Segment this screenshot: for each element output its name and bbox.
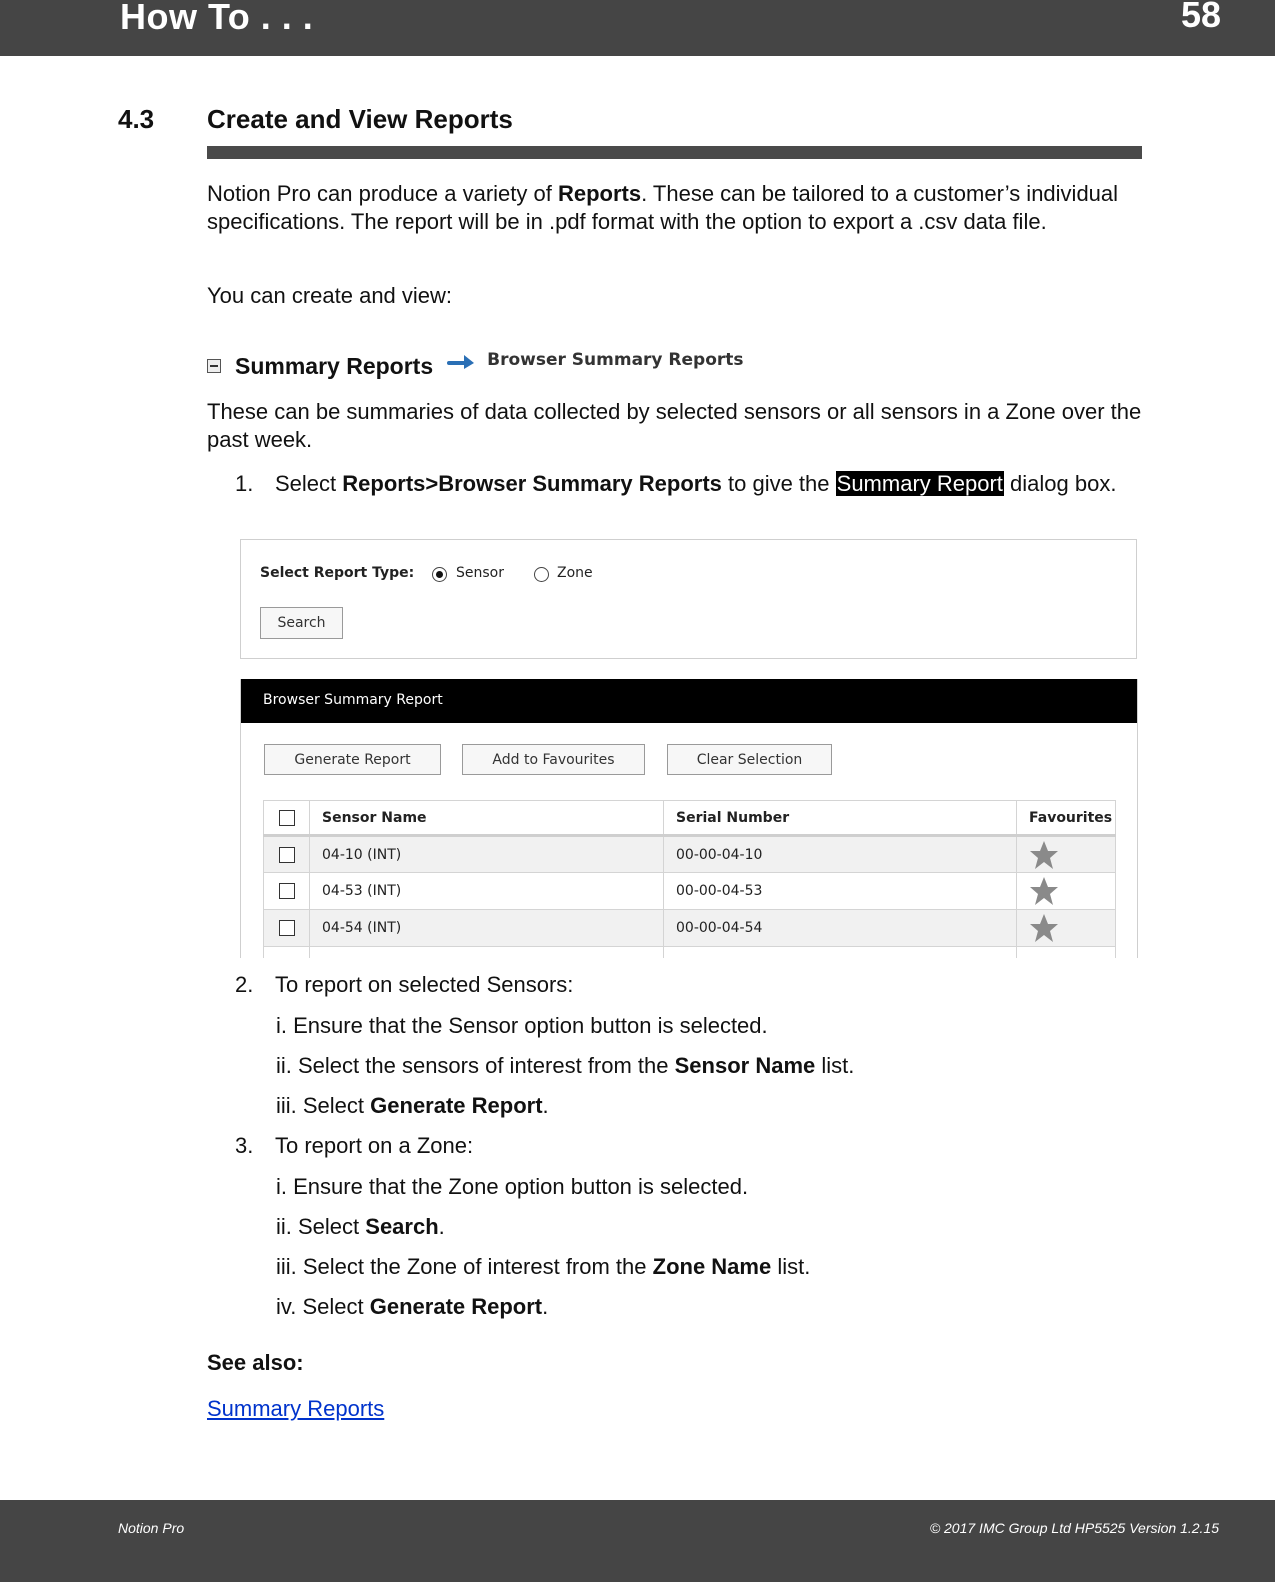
footer-copyright: © 2017 IMC Group Ltd HP5525 Version 1.2.15 xyxy=(929,1520,1219,1536)
clear-selection-button[interactable]: Clear Selection xyxy=(667,744,832,775)
column-header[interactable]: Serial Number xyxy=(664,801,1017,836)
step3-ii-bold: Search xyxy=(365,1214,439,1239)
step-number: 3. xyxy=(235,1133,254,1158)
sensor-name-cell: 04-54 (INT) xyxy=(310,910,664,947)
row-select-cell xyxy=(264,873,310,910)
step3-ii-text-b: . xyxy=(438,1214,445,1239)
serial-number-cell: 00-00-04-53 xyxy=(664,873,1017,910)
star-icon[interactable] xyxy=(1029,840,1059,870)
search-button[interactable]: Search xyxy=(260,607,343,639)
sensor-radio-label: Sensor xyxy=(456,565,504,581)
generate-report-button[interactable]: Generate Report xyxy=(264,744,441,775)
row-checkbox[interactable] xyxy=(279,847,295,863)
step2-sub-iii xyxy=(276,1092,549,1120)
step1-highlight: Summary Report xyxy=(836,471,1003,496)
step2-sub-ii xyxy=(276,1052,854,1080)
report-type-label: Select Report Type: xyxy=(260,565,415,581)
select-all-cell xyxy=(264,801,310,836)
footer-bar xyxy=(0,1500,1275,1582)
serial-number-cell: 00-00-04-10 xyxy=(664,836,1017,873)
step3-iii-bold: Zone Name xyxy=(652,1254,772,1279)
row-checkbox[interactable] xyxy=(279,883,295,899)
step1-bold: Reports>Browser Summary Reports xyxy=(342,471,722,496)
panel-header xyxy=(241,679,1138,723)
sensor-radio[interactable] xyxy=(432,567,447,582)
zone-radio[interactable] xyxy=(534,567,549,582)
step3-iv-text-b: . xyxy=(542,1294,549,1319)
partial-cell xyxy=(664,947,1017,959)
browser-summary-panel xyxy=(240,679,1138,958)
row-checkbox[interactable] xyxy=(279,920,295,936)
add-to-favourites-button[interactable]: Add to Favourites xyxy=(462,744,645,775)
table-row-partial xyxy=(264,947,1116,959)
report-type-panel xyxy=(240,539,1137,659)
row-select-cell xyxy=(264,910,310,947)
step2-ii-text-b: list. xyxy=(815,1053,855,1078)
sensor-name-cell: 04-53 (INT) xyxy=(310,873,664,910)
column-header[interactable]: Favourites xyxy=(1017,801,1116,836)
create-view-paragraph: You can create and view: xyxy=(207,283,453,308)
step3-sub-i: i. Ensure that the Zone option button is selected. xyxy=(276,1174,749,1199)
step3-sub-iii xyxy=(276,1253,810,1281)
intro-text-a: Notion Pro can produce a variety of xyxy=(207,181,558,206)
section-title: Create and View Reports xyxy=(207,104,513,134)
step1-text-a: Select xyxy=(275,471,343,496)
step-body: To report on selected Sensors: xyxy=(275,972,574,997)
favourite-cell xyxy=(1017,910,1116,947)
sensor-name-cell: 04-10 (INT) xyxy=(310,836,664,873)
table-row[interactable] xyxy=(264,910,1116,947)
step-body: To report on a Zone: xyxy=(275,1133,474,1158)
header-bar xyxy=(0,0,1275,56)
step-body xyxy=(275,470,1135,498)
serial-number-cell: 00-00-04-54 xyxy=(664,910,1017,947)
step2-sub-i: i. Ensure that the Sensor option button is selected. xyxy=(276,1013,768,1038)
page-number: 58 xyxy=(1180,0,1221,35)
row-select-cell xyxy=(264,836,310,873)
step3-iii-text-b: list. xyxy=(771,1254,811,1279)
section-number: 4.3 xyxy=(118,104,155,134)
section-rule xyxy=(207,146,1142,159)
summary-reports-label: Summary Reports xyxy=(235,352,434,379)
step1-text-b: to give the xyxy=(721,471,836,496)
sensor-table xyxy=(263,800,1116,958)
summary-reports-heading[interactable] xyxy=(207,346,744,386)
step2-ii-bold: Sensor Name xyxy=(674,1053,816,1078)
step3-iii-text-a: iii. Select the Zone of interest from the xyxy=(276,1254,653,1279)
step3-ii-text-a: ii. Select xyxy=(276,1214,366,1239)
panel-title: Browser Summary Report xyxy=(263,692,443,708)
step3-iv-bold: Generate Report xyxy=(369,1294,543,1319)
table-header-row xyxy=(264,801,1116,836)
collapse-icon[interactable] xyxy=(207,359,221,373)
step1-text-c: dialog box. xyxy=(1003,471,1117,496)
star-icon[interactable] xyxy=(1029,876,1059,906)
step3-iv-text-a: iv. Select xyxy=(276,1294,370,1319)
step2-iii-text-b: . xyxy=(542,1093,549,1118)
summary-description: These can be summaries of data collected by selected sensors or all sensors in a Zone over the past week. xyxy=(207,399,1142,452)
browser-summary-reports-label: Browser Summary Reports xyxy=(487,350,744,370)
table-row[interactable] xyxy=(264,836,1116,873)
table-row[interactable] xyxy=(264,873,1116,910)
intro-paragraph xyxy=(207,180,1142,236)
step2-iii-bold: Generate Report xyxy=(370,1093,543,1118)
step3-sub-iv xyxy=(276,1293,548,1321)
intro-bold: Reports xyxy=(557,181,642,206)
partial-cell xyxy=(1017,947,1116,959)
header-title: How To . . . xyxy=(120,0,314,37)
step2-iii-text-a: iii. Select xyxy=(276,1093,371,1118)
summary-reports-link[interactable]: Summary Reports xyxy=(207,1396,385,1421)
step2-ii-text-a: ii. Select the sensors of interest from the xyxy=(276,1053,675,1078)
partial-cell xyxy=(264,947,310,959)
arrow-right-icon xyxy=(447,351,477,371)
step-number: 1. xyxy=(235,471,254,496)
star-icon[interactable] xyxy=(1029,913,1059,943)
favourite-cell xyxy=(1017,873,1116,910)
favourite-cell xyxy=(1017,836,1116,873)
footer-product: Notion Pro xyxy=(118,1520,185,1536)
zone-radio-label: Zone xyxy=(557,565,593,581)
column-header[interactable]: Sensor Name xyxy=(310,801,664,836)
partial-cell xyxy=(310,947,664,959)
see-also-label: See also: xyxy=(207,1350,304,1375)
step3-sub-ii xyxy=(276,1213,445,1241)
select-all-checkbox[interactable] xyxy=(279,810,295,826)
intro-text-b: . These can be tailored to a customer’s individual specifications. The report will be in .pdf format with the option to export a .csv data file. xyxy=(207,181,1119,234)
step-number: 2. xyxy=(235,972,254,997)
